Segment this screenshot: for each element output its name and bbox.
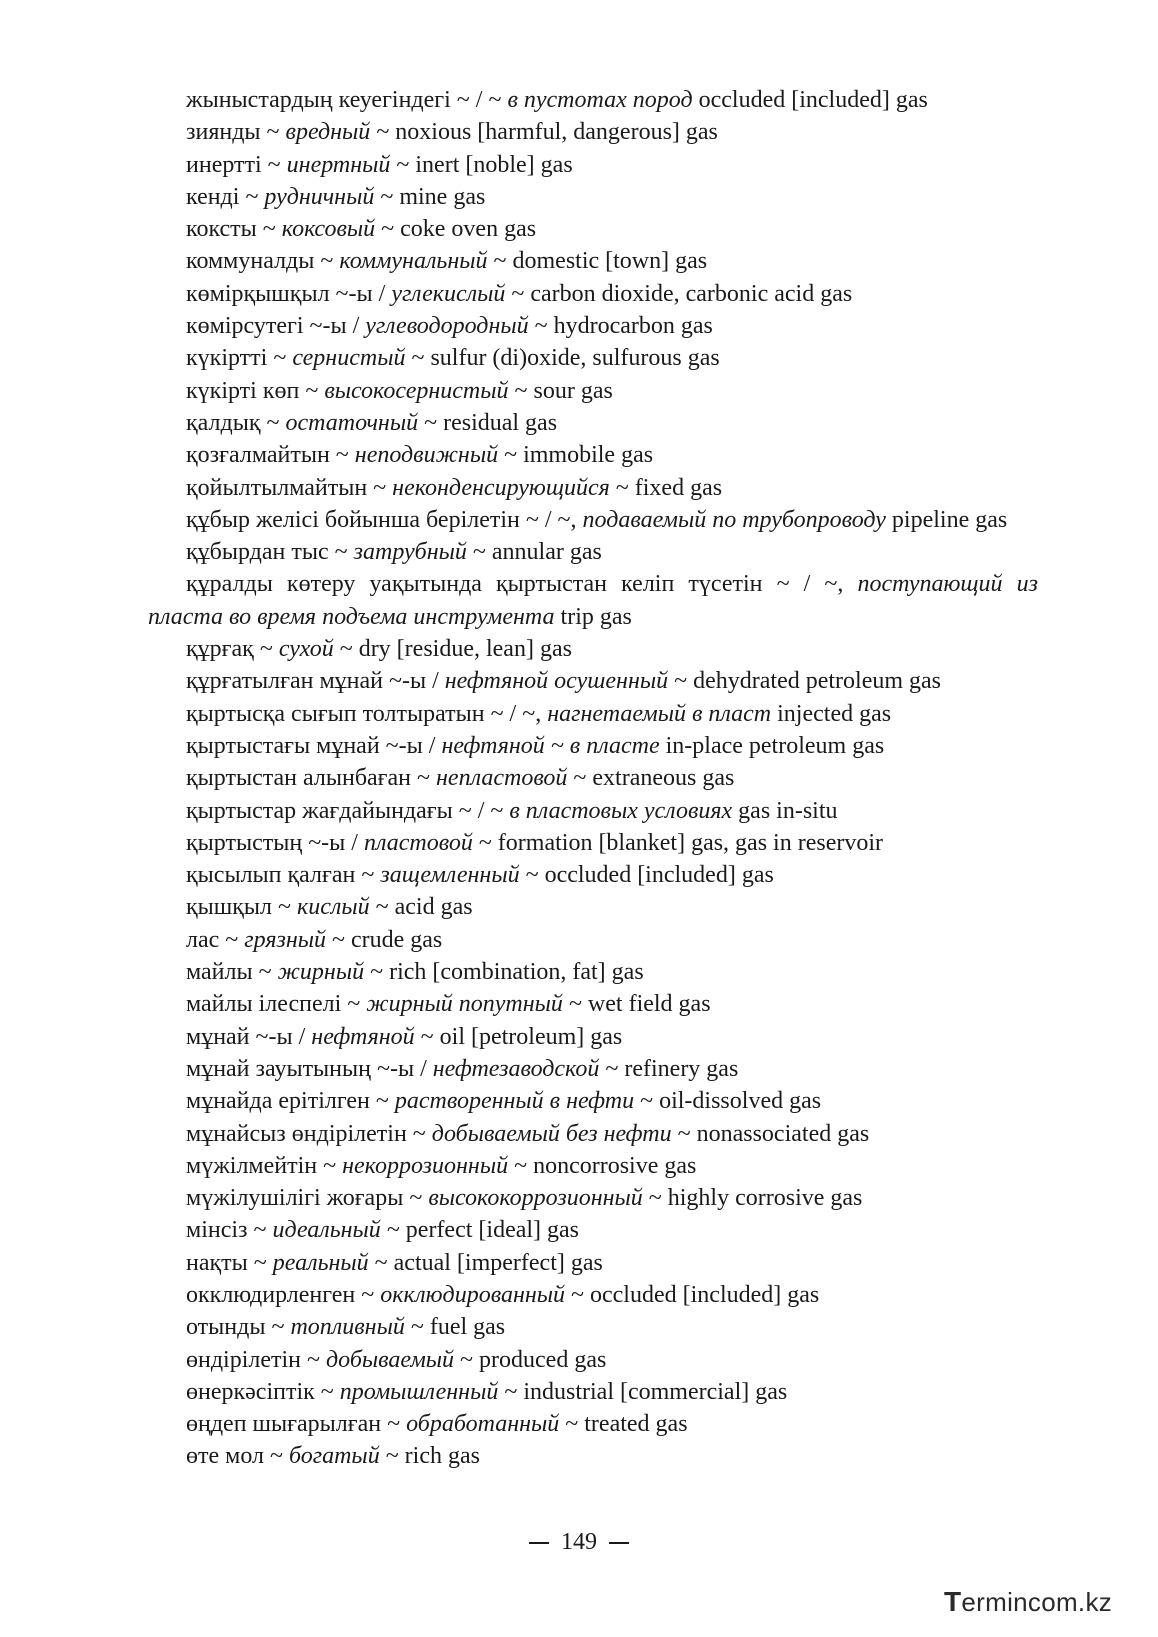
- dictionary-entry: [148, 924, 1038, 956]
- dictionary-entry: [148, 568, 1038, 633]
- dictionary-entry: [148, 1118, 1038, 1150]
- entry-term-english: ~ occluded [included] gas: [565, 1281, 820, 1308]
- entry-term-english: ~ noncorrosive gas: [508, 1152, 697, 1179]
- dictionary-entry: [148, 116, 1038, 148]
- dictionary-entry: [148, 407, 1038, 439]
- dictionary-entry: [148, 1150, 1038, 1182]
- entry-term-russian: поступающий из пласта во время подъема инструмента: [148, 571, 1038, 630]
- entry-term-english: ~ industrial [commercial] gas: [498, 1378, 788, 1405]
- entry-term-russian: высококоррозионный: [428, 1185, 643, 1212]
- entry-term-russian: богатый: [288, 1443, 380, 1470]
- entry-term-kazakh: құрғақ ~: [186, 636, 279, 663]
- entry-term-english: ~ carbon dioxide, carbonic acid gas: [505, 280, 853, 307]
- entry-term-english: ~ crude gas: [326, 926, 443, 953]
- entry-term-kazakh: майлы ~: [186, 959, 278, 986]
- entry-term-english: ~ dehydrated petroleum gas: [668, 668, 942, 695]
- entry-term-russian: защемленный: [380, 862, 520, 889]
- entry-term-russian: углеводородный: [365, 313, 529, 340]
- entry-term-russian: коммунальный: [339, 248, 488, 275]
- entry-term-kazakh: құрғатылған мұнай ~-ы /: [186, 668, 445, 695]
- dictionary-entry: [148, 1085, 1038, 1117]
- entry-term-russian: нефтяной: [311, 1023, 415, 1050]
- dictionary-entry: [148, 665, 1038, 697]
- entry-term-english: injected gas: [771, 700, 892, 727]
- entry-term-english: ~ oil [petroleum] gas: [414, 1023, 623, 1050]
- entry-term-russian: добываемый без нефти: [431, 1120, 672, 1147]
- entry-term-english: ~ occluded [included] gas: [519, 862, 774, 889]
- entry-term-kazakh: қойылтылмайтын ~: [186, 474, 393, 501]
- entry-term-kazakh: көмірқышқыл ~-ы /: [186, 280, 392, 307]
- entry-term-kazakh: инертті ~: [186, 151, 287, 178]
- entry-term-english: ~ treated gas: [559, 1411, 688, 1438]
- entry-term-russian: в пластовых условиях: [509, 797, 733, 824]
- entry-term-russian: идеальный: [272, 1217, 381, 1244]
- dictionary-entry: [148, 504, 1038, 536]
- entry-term-kazakh: өнеркәсіптік ~: [186, 1378, 340, 1405]
- entry-term-english: ~ noxious [harmful, dangerous] gas: [370, 119, 718, 146]
- entry-term-russian: неконденсирующийся: [392, 474, 610, 501]
- entry-term-english: trip gas: [554, 603, 632, 630]
- entry-term-kazakh: мінсіз ~: [186, 1217, 273, 1244]
- entry-term-english: ~ rich gas: [379, 1443, 480, 1470]
- dictionary-entry: [148, 1408, 1038, 1440]
- entry-term-kazakh: өңдеп шығарылған ~: [186, 1411, 407, 1438]
- entry-term-english: ~ coke oven gas: [375, 216, 537, 243]
- entry-term-kazakh: қалдық ~: [186, 409, 286, 436]
- entry-term-kazakh: мұнай ~-ы /: [186, 1023, 312, 1050]
- entry-term-russian: вредный: [285, 119, 371, 146]
- entry-term-kazakh: отынды ~: [186, 1314, 291, 1341]
- dictionary-entry: [148, 245, 1038, 277]
- entry-term-kazakh: кенді ~: [186, 183, 265, 210]
- entry-term-kazakh: көмірсутегі ~-ы /: [186, 313, 366, 340]
- dictionary-entry: [148, 859, 1038, 891]
- entry-term-russian: окклюдированный: [380, 1281, 566, 1308]
- dictionary-entry: [148, 149, 1038, 181]
- entry-term-kazakh: майлы ілеспелі ~: [186, 991, 367, 1018]
- entry-term-russian: жирный: [277, 959, 365, 986]
- entry-term-kazakh: өте мол ~: [186, 1443, 289, 1470]
- entry-term-kazakh: қысылып қалған ~: [186, 862, 381, 889]
- entry-term-english: ~ hydrocarbon gas: [528, 313, 713, 340]
- entry-term-russian: топливный: [290, 1314, 405, 1341]
- watermark-logo: [944, 1586, 1144, 1622]
- entry-term-kazakh: қыртысқа сығып толтыратын ~ / ~,: [186, 700, 548, 727]
- watermark-initial: T: [944, 1586, 962, 1617]
- dictionary-page: [148, 84, 1038, 1473]
- entry-term-english: ~ produced gas: [454, 1346, 607, 1373]
- entry-term-kazakh: құбыр желісі бойынша берілетін ~ / ~,: [186, 506, 583, 533]
- dictionary-entry: [148, 1279, 1038, 1311]
- dictionary-entry: [148, 1053, 1038, 1085]
- entry-term-russian: промышленный: [339, 1378, 499, 1405]
- entry-term-kazakh: мұнайда ерітілген ~: [186, 1088, 395, 1115]
- entry-term-kazakh: қозғалмайтын ~: [186, 442, 355, 469]
- entry-term-kazakh: мүжілушілігі жоғары ~: [186, 1185, 429, 1212]
- dictionary-entry: [148, 1247, 1038, 1279]
- entry-term-english: ~ annular gas: [466, 539, 602, 566]
- entry-term-kazakh: мүжілмейтін ~: [186, 1152, 343, 1179]
- entry-term-russian: неподвижный: [354, 442, 499, 469]
- entry-term-russian: жирный попутный: [366, 991, 563, 1018]
- entry-term-russian: рудничный: [264, 183, 375, 210]
- entry-term-russian: сернистый: [292, 345, 406, 372]
- entry-term-english: in-place petroleum gas: [659, 732, 885, 759]
- entry-term-english: ~ nonassociated gas: [671, 1120, 870, 1147]
- entry-term-kazakh: қыртыстың ~-ы /: [186, 829, 364, 856]
- entry-term-russian: грязный: [244, 926, 326, 953]
- entry-term-kazakh: қыртыстағы мұнай ~-ы /: [186, 732, 442, 759]
- entry-term-kazakh: коммуналды ~: [186, 248, 340, 275]
- entry-term-english: ~ residual gas: [418, 409, 558, 436]
- page-number-footer: [0, 1529, 1158, 1556]
- dictionary-entry: [148, 1214, 1038, 1246]
- entry-term-kazakh: күкірті көп ~: [186, 377, 325, 404]
- dictionary-entry: [148, 84, 1038, 116]
- entry-term-kazakh: мұнай зауытының ~-ы /: [186, 1055, 433, 1082]
- entry-term-english: ~ actual [imperfect] gas: [368, 1249, 603, 1276]
- entry-term-kazakh: нақты ~: [186, 1249, 273, 1276]
- entry-term-kazakh: қыртыстар жағдайындағы ~ / ~: [186, 797, 510, 824]
- entry-term-english: ~ extraneous gas: [567, 765, 735, 792]
- entry-term-russian: растворенный в нефти: [394, 1088, 635, 1115]
- entry-term-russian: инертный: [286, 151, 391, 178]
- dictionary-entry: [148, 1440, 1038, 1472]
- entry-term-russian: нагнетаемый в пласт: [547, 700, 772, 727]
- entry-list: [148, 84, 1038, 1473]
- entry-term-russian: углекислый: [391, 280, 506, 307]
- dictionary-entry: [148, 1021, 1038, 1053]
- dictionary-entry: [148, 762, 1038, 794]
- entry-term-kazakh: жыныстардың кеуегіндегі ~ / ~: [186, 87, 508, 113]
- entry-term-russian: коксовый: [281, 216, 376, 243]
- entry-term-russian: обработанный: [406, 1411, 560, 1438]
- entry-term-kazakh: қышқыл ~: [186, 894, 298, 921]
- entry-term-english: ~ wet field gas: [562, 991, 711, 1018]
- entry-term-english: ~ acid gas: [369, 894, 473, 921]
- entry-term-english: ~ dry [residue, lean] gas: [333, 636, 572, 663]
- dictionary-entry: [148, 472, 1038, 504]
- dictionary-entry: [148, 1344, 1038, 1376]
- dictionary-entry: [148, 698, 1038, 730]
- entry-term-english: occluded [included] gas: [692, 87, 928, 113]
- entry-term-kazakh: күкіртті ~: [186, 345, 293, 372]
- entry-term-russian: нефтяной ~ в пласте: [441, 732, 660, 759]
- dash-left: [529, 1542, 549, 1544]
- entry-term-english: ~ sour gas: [508, 377, 613, 404]
- entry-term-english: ~ refinery gas: [599, 1055, 739, 1082]
- entry-term-english: ~ perfect [ideal] gas: [380, 1217, 580, 1244]
- dictionary-entry: [148, 278, 1038, 310]
- entry-term-kazakh: қыртыстан алынбаған ~: [186, 765, 437, 792]
- dictionary-entry: [148, 342, 1038, 374]
- entry-term-english: ~ fuel gas: [404, 1314, 506, 1341]
- entry-term-kazakh: зиянды ~: [186, 119, 286, 146]
- entry-term-russian: некоррозионный: [342, 1152, 509, 1179]
- entry-term-english: ~ fixed gas: [609, 474, 723, 501]
- entry-term-kazakh: құбырдан тыс ~: [186, 539, 354, 566]
- entry-term-russian: реальный: [272, 1249, 369, 1276]
- entry-term-kazakh: өндірілетін ~: [186, 1346, 327, 1373]
- entry-term-english: pipeline gas: [885, 506, 1008, 533]
- dictionary-entry: [148, 1311, 1038, 1343]
- entry-term-english: ~ domestic [town] gas: [487, 248, 708, 275]
- watermark-text: ermincom.kz: [961, 1587, 1113, 1617]
- dictionary-entry: [148, 1376, 1038, 1408]
- dictionary-entry: [148, 1182, 1038, 1214]
- entry-term-kazakh: лас ~: [186, 926, 245, 953]
- dictionary-entry: [148, 213, 1038, 245]
- dictionary-entry: [148, 988, 1038, 1020]
- entry-term-russian: подаваемый по трубопроводу: [582, 506, 886, 533]
- entry-term-russian: нефтезаводской: [432, 1055, 600, 1082]
- page-number: 149: [561, 1529, 597, 1555]
- entry-term-english: gas in-situ: [732, 797, 838, 824]
- dictionary-entry: [148, 536, 1038, 568]
- dictionary-entry: [148, 439, 1038, 471]
- entry-term-kazakh: құралды көтеру уақытында қыртыстан келіп түсетін ~ / ~,: [186, 571, 858, 598]
- dictionary-entry: [148, 633, 1038, 665]
- entry-term-english: ~ inert [noble] gas: [390, 151, 573, 178]
- entry-term-english: ~ oil-dissolved gas: [634, 1088, 822, 1115]
- entry-term-russian: нефтяной осушенный: [444, 668, 669, 695]
- entry-term-kazakh: мұнайсыз өндірілетін ~: [186, 1120, 432, 1147]
- dictionary-entry: [148, 310, 1038, 342]
- entry-term-russian: сухой: [278, 636, 334, 663]
- entry-term-russian: затрубный: [353, 539, 467, 566]
- entry-term-russian: непластовой: [436, 765, 568, 792]
- entry-term-english: ~ rich [combination, fat] gas: [364, 959, 644, 986]
- entry-term-russian: в пустотах пород: [507, 87, 693, 113]
- dictionary-entry: [148, 375, 1038, 407]
- entry-term-english: ~ sulfur (di)oxide, sulfurous gas: [405, 345, 720, 372]
- entry-term-kazakh: окклюдирленген ~: [186, 1281, 381, 1308]
- entry-term-russian: кислый: [297, 894, 370, 921]
- dictionary-entry: [148, 891, 1038, 923]
- entry-term-english: ~ formation [blanket] gas, gas in reservoir: [472, 829, 884, 856]
- entry-term-kazakh: коксты ~: [186, 216, 282, 243]
- entry-term-russian: пластовой: [363, 829, 473, 856]
- dictionary-entry: [148, 827, 1038, 859]
- dictionary-entry: [148, 795, 1038, 827]
- entry-term-english: ~ immobile gas: [498, 442, 654, 469]
- dictionary-entry: [148, 730, 1038, 762]
- entry-term-russian: остаточный: [285, 409, 419, 436]
- entry-term-russian: высокосернистый: [324, 377, 509, 404]
- dictionary-entry: [148, 181, 1038, 213]
- entry-term-english: ~ mine gas: [374, 183, 486, 210]
- entry-term-russian: добываемый: [326, 1346, 455, 1373]
- dictionary-entry: [148, 956, 1038, 988]
- dash-right: [609, 1542, 629, 1544]
- entry-term-english: ~ highly corrosive gas: [642, 1185, 863, 1212]
